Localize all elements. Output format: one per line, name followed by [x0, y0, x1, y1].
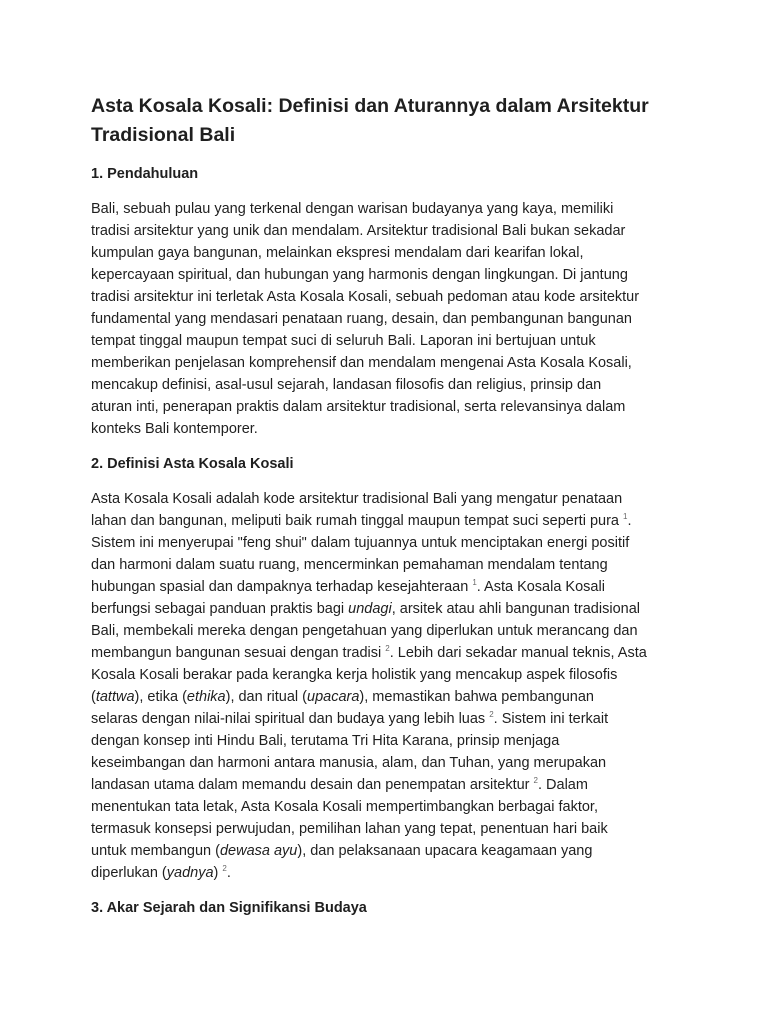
citation-ref[interactable]: 2 — [533, 776, 538, 786]
citation-ref[interactable]: 1 — [623, 512, 628, 522]
paragraph-line: mencakup definisi, asal-usul sejarah, landasan filosofis dan religius, prinsip dan — [91, 377, 602, 393]
italic-term: dewasa ayu — [219, 843, 298, 859]
paragraph-line: keseimbangan dan harmoni antara manusia, alam, dan Tuhan, yang merupakan — [91, 755, 607, 771]
paragraph-line: Bali, sebuah pulau yang terkenal dengan warisan budayanya yang kaya, memiliki — [91, 201, 614, 217]
paragraph-line: fundamental yang mendasari penataan ruang, desain, dan pembangunan bangunan — [91, 311, 632, 327]
section-1-paragraph — [91, 198, 691, 440]
paragraph-line: selaras dengan nilai-nilai spiritual dan budaya yang lebih luas $^2$. Sistem ini terkait — [91, 710, 609, 727]
title-line-1: Asta Kosala Kosali: Definisi dan Aturannya dalam Arsitektur — [91, 95, 649, 117]
paragraph-line: dan harmoni dalam suatu ruang, mencerminkan pemahaman mendalam tentang — [91, 557, 608, 573]
italic-term: ethika — [186, 689, 226, 705]
paragraph-line: termasuk konsepsi perwujudan, pemilihan lahan yang tepat, penentuan hari baik — [91, 821, 608, 837]
paragraph-line: tradisi arsitektur ini terletak Asta Kosala Kosali, sebuah pedoman atau kode arsitektur — [91, 289, 640, 305]
section-1-heading: 1. Pendahuluan — [91, 166, 199, 182]
paragraph-line: untuk membangun (dewasa ayu), dan pelaksanaan upacara keagamaan yang — [91, 843, 593, 859]
paragraph-line: konteks Bali kontemporer. — [91, 421, 258, 437]
paragraph-line: dengan konsep inti Hindu Bali, terutama Tri Hita Karana, prinsip menjaga — [91, 733, 560, 749]
section-2-heading: 2. Definisi Asta Kosala Kosali — [91, 456, 294, 472]
paragraph-line: kumpulan gaya bangunan, melainkan ekspresi mendalam dari kearifan lokal, — [91, 245, 584, 261]
paragraph-line: landasan utama dalam memandu desain dan penempatan arsitektur $^2$. Dalam — [91, 776, 588, 793]
title-line-2: Tradisional Bali — [91, 124, 236, 146]
paragraph-line: tradisi arsitektur yang unik dan mendalam. Arsitektur tradisional Bali bukan sekadar — [91, 223, 626, 239]
paragraph-line: hubungan spasial dan dampaknya terhadap kesejahteraan $^1$. Asta Kosala Kosali — [91, 578, 605, 595]
section-2-paragraph — [91, 488, 691, 884]
document-page — [91, 92, 691, 932]
paragraph-line: Sistem ini menyerupai "feng shui" dalam tujuannya untuk menciptakan energi positif — [91, 535, 630, 551]
paragraph-line: diperlukan (yadnya) $^2$. — [91, 864, 231, 881]
paragraph-line: membangun bangunan sesuai dengan tradisi $^2$. Lebih dari sekadar manual teknis, Asta — [91, 644, 647, 661]
paragraph-line: memberikan penjelasan komprehensif dan mendalam mengenai Asta Kosala Kosali, — [91, 355, 632, 371]
paragraph-line: lahan dan bangunan, meliputi baik rumah tinggal maupun tempat suci seperti pura $^1$. — [91, 512, 632, 529]
citation-ref[interactable]: 2 — [385, 644, 390, 654]
paragraph-line: Kosala Kosali berakar pada kerangka kerja holistik yang mencakup aspek filosofis — [91, 667, 618, 683]
italic-term: yadnya — [166, 865, 214, 881]
italic-term: tattwa — [95, 689, 135, 705]
citation-ref[interactable]: 2 — [222, 864, 227, 874]
paragraph-line: Bali, membekali mereka dengan pengetahuan yang diperlukan untuk merancang dan — [91, 623, 638, 639]
italic-term: upacara — [307, 689, 360, 705]
paragraph-line: aturan inti, penerapan praktis dalam arsitektur tradisional, serta relevansinya dalam — [91, 399, 626, 415]
paragraph-line: kepercayaan spiritual, dan hubungan yang harmonis dengan lingkungan. Di jantung — [91, 267, 628, 283]
document-title — [91, 92, 691, 150]
paragraph-line: tempat tinggal maupun tempat suci di seluruh Bali. Laporan ini bertujuan untuk — [91, 333, 596, 349]
citation-ref[interactable]: 1 — [472, 578, 477, 588]
paragraph-line: menentukan tata letak, Asta Kosala Kosali mempertimbangkan berbagai faktor, — [91, 799, 598, 815]
italic-term: undagi — [348, 601, 392, 617]
citation-ref[interactable]: 2 — [489, 710, 494, 720]
paragraph-line: Asta Kosala Kosali adalah kode arsitektur tradisional Bali yang mengatur penataan — [91, 491, 623, 507]
section-3-heading: 3. Akar Sejarah dan Signifikansi Budaya — [91, 900, 367, 916]
paragraph-line: (tattwa), etika (ethika), dan ritual (upacara), memastikan bahwa pembangunan — [91, 689, 594, 705]
paragraph-line: berfungsi sebagai panduan praktis bagi undagi, arsitek atau ahli bangunan tradisional — [91, 601, 640, 617]
